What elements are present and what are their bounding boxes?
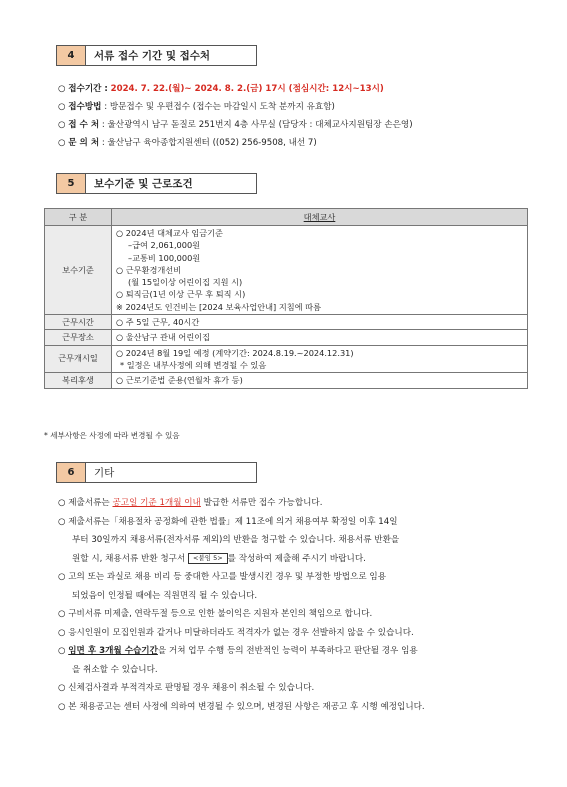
contact-info: ○ 문 의 처 : 울산남구 육아종합지원센터 ((052) 256-9508, 내선 7) <box>58 138 317 148</box>
table-header-category: 구 분 <box>45 209 112 226</box>
note-6: ○ 임면 후 3개월 수습기간을 거쳐 업무 수행 등의 전반적인 능력이 부족하다고 판단될 경우 임용 을 취소할 수 있습니다. <box>58 646 418 675</box>
row-content: ○ 2024년 8월 19일 예정 (계약기간: 2024.8.19.~2024.12.31) * 일정은 내부사정에 의해 변경될 수 있음 <box>112 345 528 373</box>
note-5: ○ 응시인원이 모집인원과 같거나 미달하더라도 적격자가 없는 경우 선발하지 않을 수 있습니다. <box>58 627 414 638</box>
section-number: 5 <box>56 173 86 194</box>
note-1: ○ 제출서류는 공고일 기준 1개월 이내 발급한 서류만 접수 가능합니다. <box>58 498 323 508</box>
row-label: 근무장소 <box>45 330 112 345</box>
receipt-method: ○ 접수방법 : 방문접수 및 우편접수 (접수는 마감일시 도착 분까지 유효함) <box>58 102 335 112</box>
note-2: ○ 제출서류는「채용절차 공정화에 관한 법률」제 11조에 의거 채용여부 확정일 이후 14일 부터 30일까지 채용서류(전자서류 제외)의 반환을 청구할 수 있습니다. 채용서류 반환을 원할 시, 채용서류 반환 청구서 <붙임 5> 를 작성하여 제출해 주시기 바랍니다. <box>58 516 400 564</box>
row-content: ○ 울산남구 관내 어린이집 <box>112 330 528 345</box>
section-title: 보수기준 및 근로조건 <box>86 173 257 194</box>
note-4: ○ 구비서류 미제출, 연락두절 등으로 인한 불이익은 지원자 본인의 책임으로 합니다. <box>58 609 373 619</box>
section-6-header <box>56 462 257 483</box>
other-notes <box>58 494 514 716</box>
row-content: ○ 주 5일 근무, 40시간 <box>112 315 528 330</box>
table-header-row <box>45 209 528 226</box>
section-number: 4 <box>56 45 86 66</box>
section-4-header <box>56 45 257 66</box>
table-row-hours <box>45 315 528 330</box>
table-header-position: 대체교사 <box>112 209 528 226</box>
section-title: 서류 접수 기간 및 접수처 <box>86 45 257 66</box>
table-row-pay <box>45 226 528 315</box>
note-7: ○ 신체검사결과 부적격자로 판명될 경우 채용이 취소될 수 있습니다. <box>58 683 315 693</box>
section-number: 6 <box>56 462 86 483</box>
row-label: 근무개시일 <box>45 345 112 373</box>
row-label: 복리후생 <box>45 373 112 388</box>
receipt-period: ○ 접수기간 : 2024. 7. 22.(월)~ 2024. 8. 2.(금) 17시 (점심시간: 12시~13시) <box>58 84 384 94</box>
table-row-welfare <box>45 373 528 388</box>
section-title: 기타 <box>86 462 257 483</box>
note-8: ○ 본 채용공고는 센터 사정에 의하여 변경될 수 있으며, 변경된 사항은 재공고 후 시행 예정입니다. <box>58 701 425 712</box>
row-content: ○ 2024년 대체교사 임금기준 –급여 2,061,000원 –교통비 100,000원 ○ 근무환경개선비 (월 15일이상 어린이집 지원 시) ○ 퇴직금(1년 이상 근무 후 퇴직 시) ※ 2024년도 인건비는 [2024 보육사업안내] 지침에 따름 <box>112 226 528 315</box>
row-label: 근무시간 <box>45 315 112 330</box>
table-row-start-date <box>45 345 528 373</box>
row-label: 보수기준 <box>45 226 112 315</box>
attachment-5-box: <붙임 5> <box>188 553 228 564</box>
receipt-place: ○ 접 수 처 : 울산광역시 남구 돋질로 251번지 4층 사무실 (담당자 : 대체교사지원팀장 손은영) <box>58 120 413 130</box>
table-row-location <box>45 330 528 345</box>
table-note: * 세부사항은 사정에 따라 변경될 수 있음 <box>44 431 180 440</box>
section-5-header <box>56 173 257 194</box>
row-content: ○ 근로기준법 준용(연월차 휴가 등) <box>112 373 528 388</box>
note-3: ○ 고의 또는 과실로 채용 비리 등 중대한 사고를 발생시킨 경우 및 부정한 방법으로 임용 되었음이 인정될 때에는 직원면직 될 수 있습니다. <box>58 572 386 601</box>
pay-conditions-table <box>44 208 528 389</box>
